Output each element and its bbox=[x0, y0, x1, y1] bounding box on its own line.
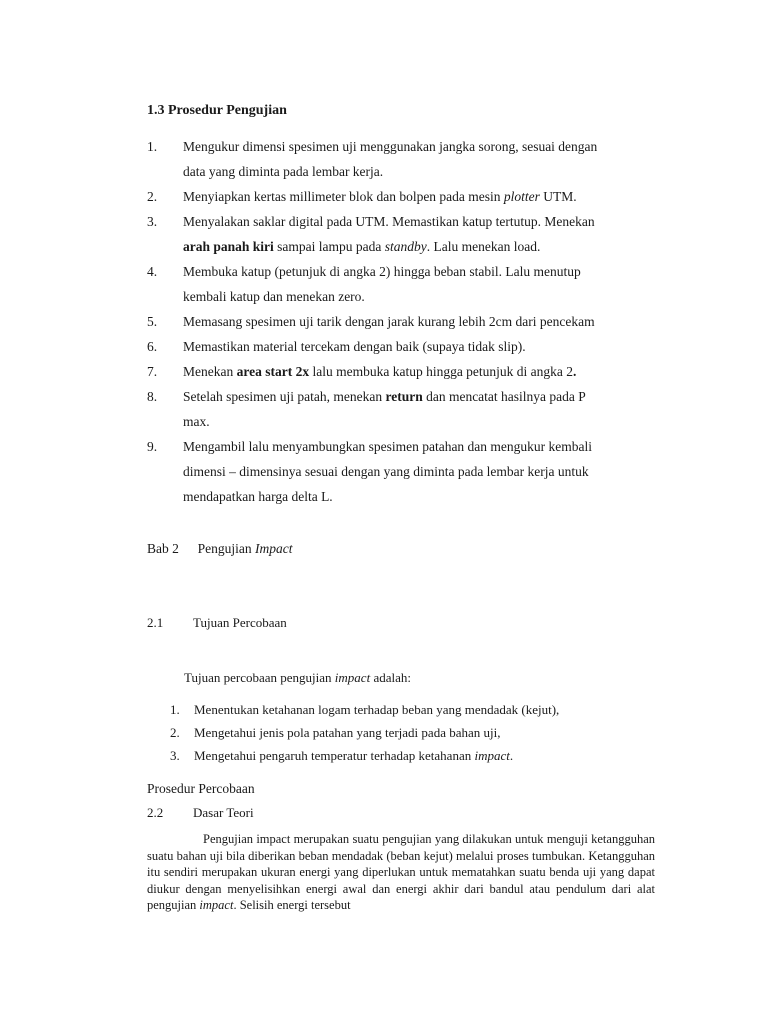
text-run: area start 2x bbox=[236, 364, 310, 379]
text-run: dan mencatat hasilnya pada P bbox=[422, 389, 586, 404]
text-run: Membuka katup (petunjuk di angka 2) hingga beban stabil. Lalu menutup bbox=[183, 264, 581, 279]
text-run: Memastikan material tercekam dengan baik (supaya tidak slip). bbox=[183, 339, 526, 354]
objective-item bbox=[194, 725, 500, 741]
section-number-2-2: 2.2 bbox=[147, 805, 164, 820]
step-number: 2. bbox=[147, 189, 158, 204]
step-text-line bbox=[183, 314, 595, 330]
text-run: Menekan bbox=[183, 364, 237, 379]
step-text-line bbox=[183, 339, 526, 355]
text-run: plotter bbox=[503, 189, 540, 204]
text-run: impact bbox=[334, 670, 371, 685]
step-number: 9. bbox=[147, 439, 158, 454]
text-run: standby bbox=[384, 239, 427, 254]
theory-paragraph bbox=[147, 831, 655, 914]
text-run: return bbox=[385, 389, 423, 404]
text-run: . bbox=[509, 748, 514, 763]
step-text-line bbox=[183, 139, 597, 155]
text-run: arah panah kiri bbox=[183, 239, 274, 254]
text-run: . Selisih energi tersebut bbox=[233, 898, 351, 912]
objective-number: 1. bbox=[170, 702, 180, 717]
text-run: impact bbox=[474, 748, 510, 763]
step-text-line bbox=[183, 289, 365, 305]
text-run: Memasang spesimen uji tarik dengan jarak kurang lebih 2cm dari pencekam bbox=[183, 314, 595, 329]
procedure-heading: Prosedur Percobaan bbox=[147, 781, 255, 796]
section-number-2-1: 2.1 bbox=[147, 615, 164, 630]
step-text-line bbox=[183, 464, 589, 480]
chapter-title: Pengujian bbox=[197, 541, 255, 556]
text-run: Mengetahui jenis pola patahan yang terjadi pada bahan uji, bbox=[194, 725, 501, 740]
step-number: 8. bbox=[147, 389, 158, 404]
section-title-1-3: 1.3 Prosedur Pengujian bbox=[147, 103, 287, 118]
text-run: Menyalakan saklar digital pada UTM. Memastikan katup tertutup. Menekan bbox=[183, 214, 595, 229]
chapter-label: Bab 2 bbox=[147, 541, 179, 556]
step-text-line bbox=[183, 264, 581, 280]
text-run: Mengambil lalu menyambungkan spesimen patahan dan mengukur kembali bbox=[183, 439, 593, 454]
step-number: 7. bbox=[147, 364, 158, 379]
text-run: Menyiapkan kertas millimeter blok dan bolpen pada mesin bbox=[183, 189, 504, 204]
text-run: Pengujian impact merupakan suatu pengujian yang dilakukan untuk menguji ketangguhan suatu bahan uji bila diberikan beban mendadak (beban kejut) melalui proses tumbukan. Ketangguhan itu sendiri merupakan ukuran energi yang diperlukan untuk mematahkan suatu benda uji yang dapat diukur dengan menyelisihkan energi awal dan energi akhir dari bandul atau pendulum dari alat pengujian bbox=[147, 832, 655, 912]
section-title-2-2: Dasar Teori bbox=[193, 805, 254, 820]
section-title-2-1: Tujuan Percobaan bbox=[193, 615, 287, 630]
text-run: adalah: bbox=[370, 670, 411, 685]
text-run: Mengetahui pengaruh temperatur terhadap ketahanan bbox=[194, 748, 475, 763]
step-text-line bbox=[183, 389, 586, 405]
chapter-heading bbox=[147, 541, 293, 557]
objective-intro bbox=[184, 670, 411, 686]
text-run: . Lalu menekan load. bbox=[426, 239, 541, 254]
step-text-line bbox=[183, 414, 210, 430]
text-run: Mengukur dimensi spesimen uji menggunakan jangka sorong, sesuai dengan bbox=[183, 139, 598, 154]
step-text-line bbox=[183, 189, 577, 205]
step-text-line bbox=[183, 439, 592, 455]
text-run: dimensi – dimensinya sesuai dengan yang diminta pada lembar kerja untuk bbox=[183, 464, 589, 479]
text-run: Menentukan ketahanan logam terhadap beban yang mendadak (kejut), bbox=[194, 702, 560, 717]
step-number: 4. bbox=[147, 264, 158, 279]
objective-item bbox=[194, 748, 513, 764]
step-text-line bbox=[183, 239, 540, 255]
step-text-line bbox=[183, 489, 333, 505]
text-run: impact bbox=[199, 898, 234, 912]
step-text-line bbox=[183, 164, 383, 180]
objective-number: 2. bbox=[170, 725, 180, 740]
step-number: 1. bbox=[147, 139, 158, 154]
step-text-line bbox=[183, 364, 576, 380]
text-run: mendapatkan harga delta L. bbox=[183, 489, 333, 504]
text-run: data yang diminta pada lembar kerja. bbox=[183, 164, 384, 179]
text-run: Setelah spesimen uji patah, menekan bbox=[183, 389, 386, 404]
text-run: kembali katup dan menekan zero. bbox=[183, 289, 365, 304]
step-text-line bbox=[183, 214, 595, 230]
chapter-title-italic: Impact bbox=[255, 541, 293, 556]
objective-number: 3. bbox=[170, 748, 180, 763]
text-run: . bbox=[573, 364, 577, 379]
text-run: Tujuan percobaan pengujian bbox=[184, 670, 335, 685]
text-run: max. bbox=[183, 414, 210, 429]
step-number: 6. bbox=[147, 339, 158, 354]
objective-item bbox=[194, 702, 559, 718]
step-number: 5. bbox=[147, 314, 158, 329]
text-run: sampai lampu pada bbox=[273, 239, 385, 254]
text-run: UTM. bbox=[539, 189, 577, 204]
text-run: lalu membuka katup hingga petunjuk di angka 2 bbox=[309, 364, 574, 379]
step-number: 3. bbox=[147, 214, 158, 229]
